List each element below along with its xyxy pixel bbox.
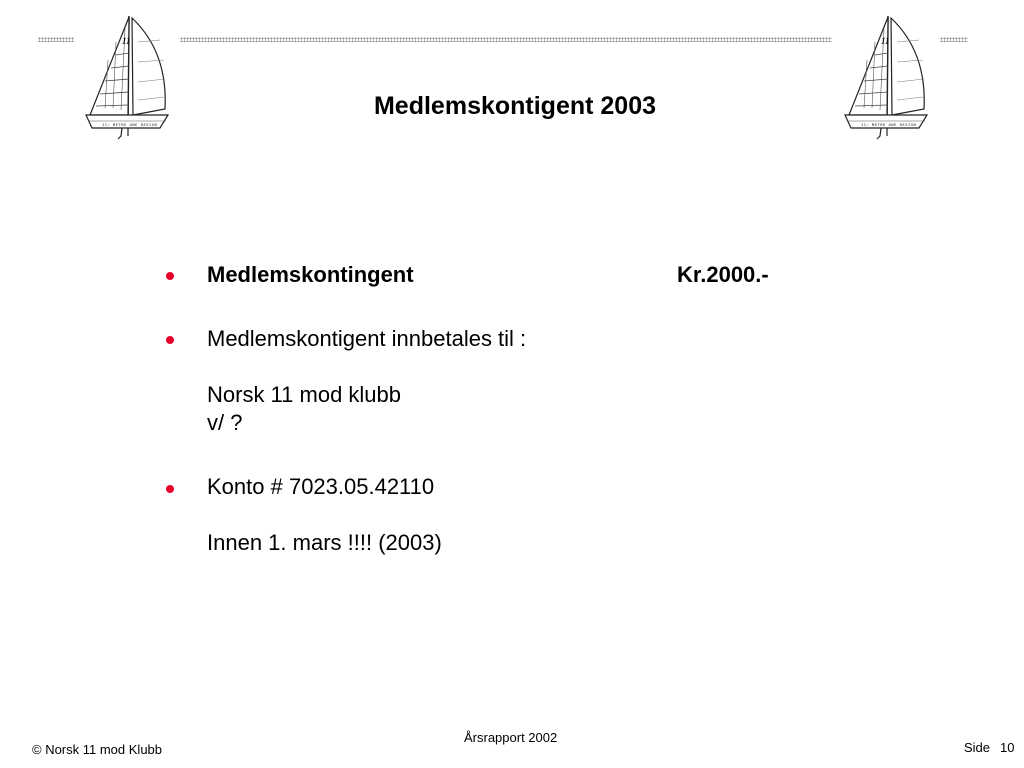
payment-instruction: Medlemskontigent innbetales til : (207, 326, 527, 351)
logo-text: 11: METRE ONE DESIGN (861, 123, 917, 127)
payee-name: Norsk 11 mod klubb (207, 382, 402, 407)
dotted-rule-center (180, 37, 832, 42)
account-number: Konto # 7023.05.42110 (207, 474, 435, 499)
sail-mark: 11 (122, 36, 131, 46)
dotted-rule-left (38, 37, 74, 42)
slide-title: Medlemskontigent 2003 (373, 92, 657, 120)
payee-contact: v/ ? (207, 410, 243, 435)
bullet-icon (166, 336, 174, 344)
footer-page-number: 10 (1000, 740, 1015, 755)
footer-report-title: Årsrapport 2002 (464, 730, 558, 745)
dotted-rule-right (940, 37, 968, 42)
fee-amount: Kr.2000.- (677, 262, 769, 287)
footer-page-label: Side (964, 740, 991, 755)
payment-deadline: Innen 1. mars !!!! (2003) (207, 530, 442, 555)
bullet-icon (166, 272, 174, 280)
logo-text: 11: METRE ONE DESIGN (102, 123, 158, 127)
bullet-icon (166, 485, 174, 493)
sail-mark: 11 (881, 36, 890, 46)
footer-copyright: © Norsk 11 mod Klubb (32, 742, 163, 757)
fee-label: Medlemskontingent (207, 262, 414, 287)
